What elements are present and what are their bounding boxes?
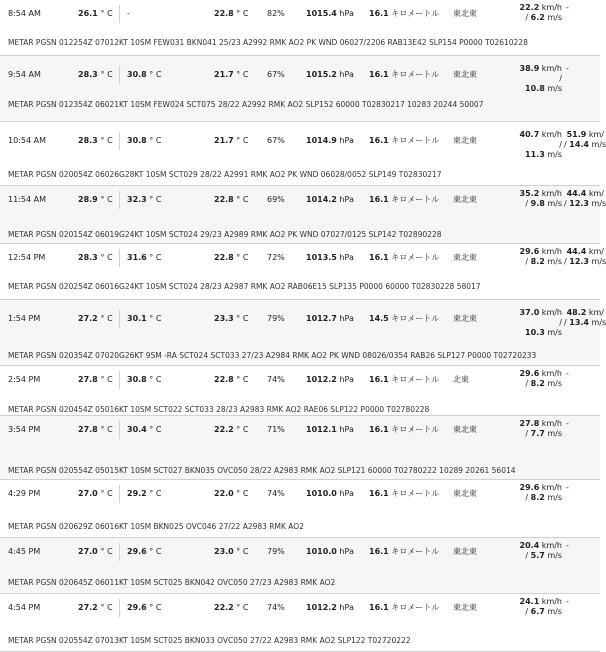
slash: / <box>559 140 562 149</box>
wind-ms-value: 11.3 <box>525 150 545 159</box>
slash: / <box>559 318 562 327</box>
unit-label: ° C <box>236 375 249 384</box>
wind-speed-cell: 24.1 km/h / 6.7 m/s <box>519 597 562 616</box>
wind-speed-cell: 37.0 km/h / 10.3 m/s <box>506 308 562 338</box>
pressure-cell <box>306 9 354 19</box>
dew-point-cell <box>214 9 248 19</box>
wind-kmh-value: 35.2 <box>519 189 540 198</box>
visibility-value: 16.1 <box>369 375 389 384</box>
wind-gust-cell <box>566 64 606 74</box>
unit-label: ° C <box>100 136 113 145</box>
unit-label: ° C <box>236 489 249 498</box>
feels-like-value: 30.4 <box>127 425 147 434</box>
wind-speed-cell: 20.4 km/h / 5.7 m/s <box>519 541 562 560</box>
visibility-cell <box>369 9 439 19</box>
time-cell: 3:54 PM <box>8 425 41 434</box>
wind-gust-cell: 48.2 km/ / 13.4 m/s <box>564 308 606 327</box>
unit-label: ° C <box>236 136 249 145</box>
visibility-cell <box>369 136 439 146</box>
humidity-cell: 67% <box>267 70 285 79</box>
dew-point-cell <box>214 70 248 80</box>
visibility-cell <box>369 314 439 324</box>
humidity-cell: 79% <box>267 314 285 323</box>
unit-label: ° C <box>149 489 162 498</box>
column-divider <box>119 543 120 561</box>
feels-like-value: 31.6 <box>127 253 147 262</box>
temperature-value: 28.9 <box>78 195 98 204</box>
pressure-value: 1010.0 <box>306 489 337 498</box>
wind-gust-cell: 44.4 km/ / 12.3 m/s <box>564 189 606 208</box>
wind-ms-value: 10.8 <box>525 84 545 93</box>
unit-label: キロメートル <box>391 9 440 18</box>
feels-like-value: 30.8 <box>127 375 147 384</box>
feels-like-cell <box>127 253 161 263</box>
wind-ms-value: 7.7 <box>530 429 545 438</box>
unit-label: キロメートル <box>391 195 440 204</box>
temperature-cell <box>78 375 113 385</box>
unit-label: ° C <box>149 253 162 262</box>
temperature-cell <box>78 253 113 263</box>
unit-label: ° C <box>100 314 113 323</box>
temperature-value: 27.8 <box>78 375 98 384</box>
pressure-value: 1014.2 <box>306 195 337 204</box>
visibility-cell <box>369 375 439 385</box>
wind-direction-cell: 東北東 <box>453 603 477 612</box>
temperature-value: 27.2 <box>78 314 98 323</box>
unit-label: ° C <box>149 547 162 556</box>
visibility-value: 14.5 <box>369 314 389 323</box>
table-row <box>0 0 600 56</box>
wind-kmh-value: 27.8 <box>519 419 540 428</box>
table-row <box>0 300 606 366</box>
feels-like-cell <box>127 136 161 146</box>
metar-text: METAR PGSN 020629Z 06016KT 10SM BKN025 OVC046 27/22 A2983 RMK AO2 <box>8 522 304 531</box>
wind-speed-cell: 38.9 km/h / 10.8 m/s <box>506 64 562 94</box>
pressure-value: 1015.2 <box>306 70 337 79</box>
column-divider <box>119 371 120 389</box>
unit-label: ° C <box>100 489 113 498</box>
dew-point-cell <box>214 547 248 557</box>
visibility-value: 16.1 <box>369 489 389 498</box>
wind-direction-cell: 東北東 <box>453 489 477 498</box>
humidity-cell: 71% <box>267 425 285 434</box>
wind-direction-cell: 東北東 <box>453 547 477 556</box>
wind-direction-cell: 北東 <box>453 375 469 384</box>
column-divider <box>119 421 120 439</box>
gust-kmh-value: 44.4 <box>566 247 587 256</box>
wind-speed-cell: 29.6 km/h / 8.2 m/s <box>519 369 562 388</box>
feels-like-cell <box>127 314 161 324</box>
gust-value: - <box>566 541 569 550</box>
feels-like-value: 29.2 <box>127 489 147 498</box>
wind-speed-cell: 22.2 km/h / 6.2 m/s <box>519 3 562 22</box>
feels-like-value: 30.8 <box>127 136 147 145</box>
humidity-cell: 69% <box>267 195 285 204</box>
visibility-cell <box>369 603 439 613</box>
unit-label: ° C <box>236 547 249 556</box>
unit-label: ° C <box>149 195 162 204</box>
gust-value: - <box>566 369 569 378</box>
unit-label: hPa <box>339 314 354 323</box>
pressure-value: 1012.2 <box>306 603 337 612</box>
wind-gust-cell: 44.4 km/ / 12.3 m/s <box>564 247 606 266</box>
dew-point-value: 22.0 <box>214 489 234 498</box>
dew-point-cell <box>214 425 248 435</box>
unit-label: キロメートル <box>391 253 440 262</box>
column-divider <box>119 485 120 503</box>
dew-point-cell <box>214 489 248 499</box>
wind-speed-cell: 29.6 km/h / 8.2 m/s <box>519 247 562 266</box>
pressure-cell <box>306 489 354 499</box>
unit-label: ° C <box>100 603 113 612</box>
pressure-cell <box>306 195 354 205</box>
wind-direction-cell: 東北東 <box>453 314 477 323</box>
feels-like-cell <box>127 9 130 19</box>
visibility-value: 16.1 <box>369 195 389 204</box>
metar-text: METAR PGSN 020154Z 06019G24KT 10SM SCT024 29/23 A2989 RMK AO2 PK WND 07027/0125 SLP142 T02890228 <box>8 230 442 239</box>
unit-label: ° C <box>149 70 162 79</box>
wind-kmh-value: 22.2 <box>519 3 540 12</box>
unit-label: キロメートル <box>391 375 440 384</box>
column-divider <box>119 191 120 209</box>
temperature-cell <box>78 195 113 205</box>
unit-label: hPa <box>339 489 354 498</box>
unit-label: ° C <box>149 425 162 434</box>
unit-label: hPa <box>339 425 354 434</box>
unit-label: ° C <box>236 603 249 612</box>
wind-speed-cell: 35.2 km/h / 9.8 m/s <box>519 189 562 208</box>
metar-text: METAR PGSN 020254Z 06016G24KT 10SM SCT024 28/23 A2987 RMK AO2 RAB06E15 SLP135 P0000 60000 T02830228 58017 <box>8 282 481 291</box>
time-cell: 10:54 AM <box>8 136 46 145</box>
wind-kmh-value: 37.0 <box>519 308 540 317</box>
time-cell: 11:54 AM <box>8 195 46 204</box>
humidity-cell: 74% <box>267 375 285 384</box>
humidity-cell: 67% <box>267 136 285 145</box>
column-divider <box>119 5 120 23</box>
wind-ms-value: 8.2 <box>530 493 545 502</box>
wind-kmh-value: 40.7 <box>519 130 540 139</box>
dew-point-value: 22.2 <box>214 425 234 434</box>
wind-speed-cell: 40.7 km/h / 11.3 m/s <box>506 130 562 160</box>
unit-label: ° C <box>236 195 249 204</box>
pressure-value: 1014.9 <box>306 136 337 145</box>
wind-gust-cell <box>566 419 606 429</box>
dew-point-cell <box>214 375 248 385</box>
feels-like-cell <box>127 70 161 80</box>
wind-kmh-value: 29.6 <box>519 369 540 378</box>
pressure-value: 1012.2 <box>306 375 337 384</box>
temperature-value: 28.3 <box>78 136 98 145</box>
metar-text: METAR PGSN 012354Z 06021KT 10SM FEW024 SCT075 28/22 A2992 RMK AO2 SLP152 60000 T02830217 10283 20244 50007 <box>8 100 484 109</box>
unit-label: ° C <box>149 375 162 384</box>
feels-like-cell <box>127 195 161 205</box>
temperature-value: 27.0 <box>78 547 98 556</box>
temperature-value: 27.2 <box>78 603 98 612</box>
humidity-cell: 79% <box>267 547 285 556</box>
temperature-cell <box>78 547 113 557</box>
metar-text: METAR PGSN 020554Z 07013KT 10SM SCT025 BKN033 OVC050 27/22 A2983 RMK AO2 SLP122 T02720222 <box>8 636 411 645</box>
wind-gust-cell: 51.9 km/ / 14.4 m/s <box>564 130 606 149</box>
feels-like-cell <box>127 603 161 613</box>
wind-gust-cell <box>566 3 606 13</box>
dew-point-value: 21.7 <box>214 70 234 79</box>
time-cell: 4:29 PM <box>8 489 41 498</box>
unit-label: ° C <box>100 375 113 384</box>
unit-label: ° C <box>236 253 249 262</box>
table-row <box>0 366 600 416</box>
wind-direction-cell: 東北東 <box>453 425 477 434</box>
feels-like-cell <box>127 547 161 557</box>
gust-kmh-value: 51.9 <box>566 130 587 139</box>
dew-point-cell <box>214 195 248 205</box>
time-cell: 4:54 PM <box>8 603 41 612</box>
metar-text: METAR PGSN 020645Z 06011KT 10SM SCT025 BKN042 OVC050 27/23 A2983 RMK AO2 <box>8 578 336 587</box>
unit-label: hPa <box>339 547 354 556</box>
dew-point-value: 22.8 <box>214 9 234 18</box>
unit-label: ° C <box>149 603 162 612</box>
dew-point-value: 22.2 <box>214 603 234 612</box>
table-row <box>0 122 606 186</box>
wind-ms-value: 5.7 <box>530 551 545 560</box>
metar-text: METAR PGSN 020354Z 07020G26KT 9SM -RA SCT024 SCT033 27/23 A2984 RMK AO2 PK WND 08026/0354 RAB26 SLP127 P0000 T02720233 <box>8 351 537 360</box>
unit-label: キロメートル <box>391 136 440 145</box>
column-divider <box>119 599 120 617</box>
temperature-cell <box>78 314 113 324</box>
visibility-value: 16.1 <box>369 70 389 79</box>
wind-ms-value: 8.2 <box>530 379 545 388</box>
wind-ms-value: 6.2 <box>530 13 545 22</box>
gust-kmh-value: 44.4 <box>566 189 587 198</box>
unit-label: ° C <box>100 9 113 18</box>
pressure-value: 1012.1 <box>306 425 337 434</box>
unit-label: ° C <box>100 547 113 556</box>
pressure-cell <box>306 136 354 146</box>
pressure-value: 1013.5 <box>306 253 337 262</box>
unit-label: hPa <box>339 70 354 79</box>
time-cell: 12:54 PM <box>8 253 46 262</box>
gust-ms-value: 13.4 <box>569 318 589 327</box>
dew-point-value: 22.8 <box>214 375 234 384</box>
gust-value: - <box>566 3 569 12</box>
dew-point-cell <box>214 314 248 324</box>
time-cell: 4:45 PM <box>8 547 41 556</box>
unit-label: hPa <box>339 9 354 18</box>
visibility-value: 16.1 <box>369 547 389 556</box>
pressure-cell <box>306 547 354 557</box>
feels-like-cell <box>127 489 161 499</box>
time-cell: 9:54 AM <box>8 70 41 79</box>
column-divider <box>119 310 120 328</box>
feels-like-cell <box>127 425 161 435</box>
gust-ms-value: 12.3 <box>569 257 589 266</box>
humidity-cell: 72% <box>267 253 285 262</box>
metar-text: METAR PGSN 012254Z 07012KT 10SM FEW031 BKN041 25/23 A2992 RMK AO2 PK WND 06027/2206 RAB13E42 SLP154 P0000 T02610228 <box>8 38 528 47</box>
visibility-value: 16.1 <box>369 9 389 18</box>
temperature-value: 27.8 <box>78 425 98 434</box>
table-row <box>0 594 600 652</box>
wind-gust-cell <box>566 483 606 493</box>
wind-kmh-value: 24.1 <box>519 597 540 606</box>
gust-value: - <box>566 419 569 428</box>
wind-direction-cell: 東北東 <box>453 136 477 145</box>
feels-like-value: 30.1 <box>127 314 147 323</box>
temperature-value: 27.0 <box>78 489 98 498</box>
visibility-value: 16.1 <box>369 425 389 434</box>
table-row <box>0 480 600 538</box>
unit-label: キロメートル <box>391 489 440 498</box>
temperature-cell <box>78 603 113 613</box>
wind-speed-cell: 29.6 km/h / 8.2 m/s <box>519 483 562 502</box>
dew-point-cell <box>214 253 248 263</box>
pressure-cell <box>306 375 354 385</box>
feels-like-value: 29.6 <box>127 603 147 612</box>
wind-ms-value: 8.2 <box>530 257 545 266</box>
unit-label: ° C <box>236 70 249 79</box>
unit-label: ° C <box>100 253 113 262</box>
wind-speed-cell: 27.8 km/h / 7.7 m/s <box>519 419 562 438</box>
visibility-cell <box>369 547 439 557</box>
column-divider <box>119 66 120 84</box>
pressure-cell <box>306 603 354 613</box>
metar-text: METAR PGSN 020554Z 05015KT 10SM SCT027 BKN035 OVC050 28/22 A2983 RMK AO2 SLP121 60000 T02780222 10289 20261 56014 <box>8 466 516 475</box>
feels-like-value: - <box>127 9 130 18</box>
dew-point-value: 22.8 <box>214 253 234 262</box>
unit-label: キロメートル <box>391 603 440 612</box>
wind-direction-cell: 東北東 <box>453 195 477 204</box>
wind-kmh-value: 20.4 <box>519 541 540 550</box>
time-cell: 2:54 PM <box>8 375 41 384</box>
unit-label: ° C <box>236 425 249 434</box>
visibility-cell <box>369 195 439 205</box>
visibility-cell <box>369 70 439 80</box>
feels-like-value: 29.6 <box>127 547 147 556</box>
gust-ms-value: 14.4 <box>569 140 589 149</box>
humidity-cell: 74% <box>267 489 285 498</box>
wind-direction-cell: 東北東 <box>453 9 477 18</box>
unit-label: ° C <box>149 136 162 145</box>
feels-like-cell <box>127 375 161 385</box>
pressure-cell <box>306 314 354 324</box>
temperature-cell <box>78 70 113 80</box>
wind-ms-value: 6.7 <box>530 607 545 616</box>
wind-direction-cell: 東北東 <box>453 253 477 262</box>
dew-point-value: 23.3 <box>214 314 234 323</box>
wind-kmh-value: 29.6 <box>519 247 540 256</box>
table-row <box>0 186 606 244</box>
pressure-value: 1012.7 <box>306 314 337 323</box>
wind-kmh-value: 29.6 <box>519 483 540 492</box>
table-row <box>0 538 600 594</box>
table-row <box>0 244 606 300</box>
unit-label: ° C <box>149 314 162 323</box>
visibility-cell <box>369 489 439 499</box>
gust-value: - <box>566 483 569 492</box>
slash: / <box>559 74 562 83</box>
unit-label: ° C <box>100 425 113 434</box>
unit-label: キロメートル <box>391 314 440 323</box>
humidity-cell: 82% <box>267 9 285 18</box>
time-cell: 1:54 PM <box>8 314 41 323</box>
unit-label: hPa <box>339 195 354 204</box>
unit-label: キロメートル <box>391 70 440 79</box>
unit-label: キロメートル <box>391 425 440 434</box>
gust-kmh-value: 48.2 <box>566 308 587 317</box>
gust-value: - <box>566 64 569 73</box>
unit-label: ° C <box>100 195 113 204</box>
visibility-value: 16.1 <box>369 253 389 262</box>
dew-point-value: 21.7 <box>214 136 234 145</box>
temperature-cell <box>78 9 113 19</box>
wind-direction-cell: 東北東 <box>453 70 477 79</box>
humidity-cell: 74% <box>267 603 285 612</box>
unit-label: ° C <box>236 314 249 323</box>
table-row <box>0 56 600 122</box>
visibility-cell <box>369 253 439 263</box>
unit-label: キロメートル <box>391 547 440 556</box>
unit-label: hPa <box>339 136 354 145</box>
wind-ms-value: 9.8 <box>530 199 545 208</box>
pressure-cell <box>306 425 354 435</box>
temperature-cell <box>78 489 113 499</box>
wind-gust-cell <box>566 597 606 607</box>
temperature-value: 28.3 <box>78 253 98 262</box>
wind-ms-value: 10.3 <box>525 328 545 337</box>
wind-kmh-value: 38.9 <box>519 64 540 73</box>
visibility-cell <box>369 425 439 435</box>
unit-label: ° C <box>100 70 113 79</box>
temperature-value: 28.3 <box>78 70 98 79</box>
dew-point-value: 23.0 <box>214 547 234 556</box>
pressure-cell <box>306 253 354 263</box>
dew-point-cell <box>214 603 248 613</box>
unit-label: hPa <box>339 375 354 384</box>
metar-text: METAR PGSN 020054Z 06026G28KT 10SM SCT029 28/22 A2991 RMK AO2 PK WND 06028/0052 SLP149 T02830217 <box>8 170 442 179</box>
dew-point-cell <box>214 136 248 146</box>
pressure-value: 1015.4 <box>306 9 337 18</box>
time-cell: 8:54 AM <box>8 9 41 18</box>
column-divider <box>119 132 120 150</box>
unit-label: hPa <box>339 603 354 612</box>
metar-text: METAR PGSN 020454Z 05016KT 10SM SCT022 SCT033 28/23 A2983 RMK AO2 RAE06 SLP122 P0000 T02780228 <box>8 405 430 414</box>
visibility-value: 16.1 <box>369 603 389 612</box>
feels-like-value: 32.3 <box>127 195 147 204</box>
wind-gust-cell <box>566 541 606 551</box>
visibility-value: 16.1 <box>369 136 389 145</box>
column-divider <box>119 249 120 267</box>
pressure-value: 1010.0 <box>306 547 337 556</box>
feels-like-value: 30.8 <box>127 70 147 79</box>
unit-label: ° C <box>236 9 249 18</box>
dew-point-value: 22.8 <box>214 195 234 204</box>
temperature-value: 26.1 <box>78 9 98 18</box>
table-row <box>0 416 600 480</box>
pressure-cell <box>306 70 354 80</box>
temperature-cell <box>78 136 113 146</box>
gust-ms-value: 12.3 <box>569 199 589 208</box>
wind-gust-cell <box>566 369 606 379</box>
unit-label: hPa <box>339 253 354 262</box>
gust-value: - <box>566 597 569 606</box>
temperature-cell <box>78 425 113 435</box>
